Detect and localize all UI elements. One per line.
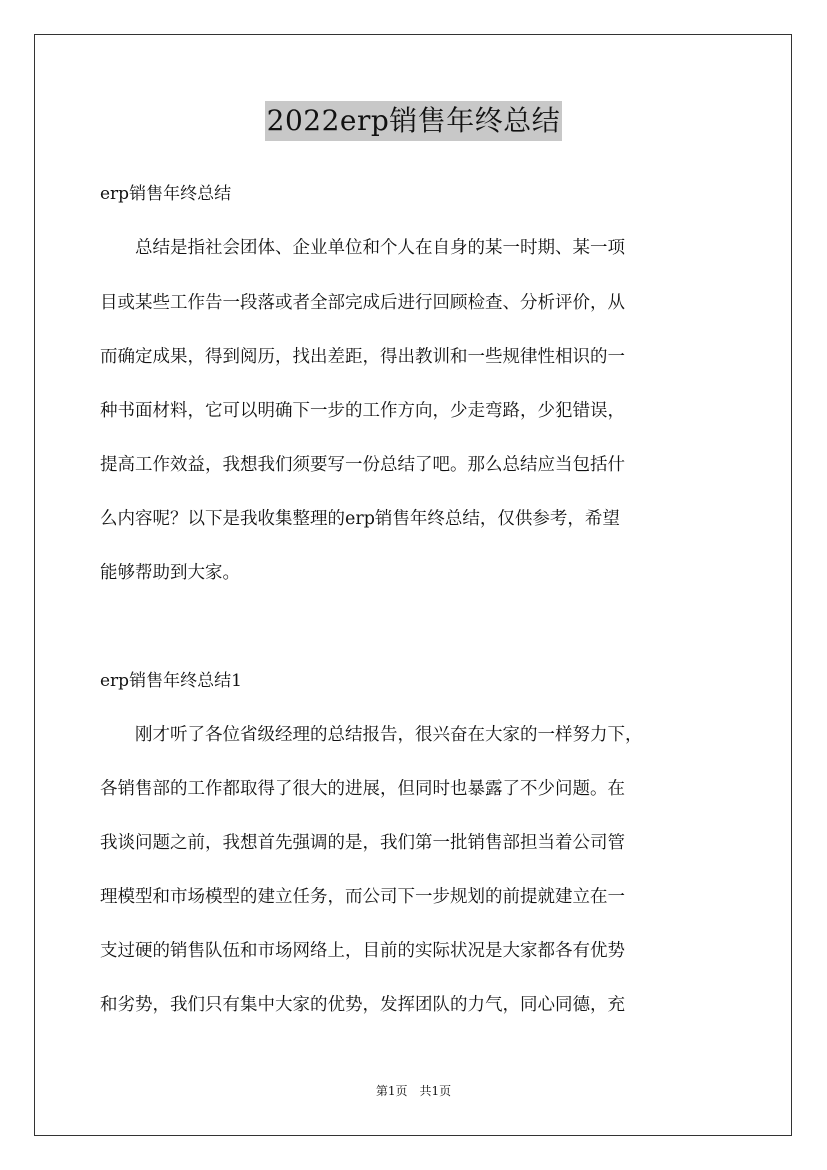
document-title: 2022erp销售年终总结 — [265, 101, 563, 141]
paragraph-line: 和劣势，我们只有集中大家的优势，发挥团队的力气，同心同德，充 — [100, 995, 625, 1015]
paragraph-line: 理模型和市场模型的建立任务，而公司下一步规划的前提就建立在一 — [100, 887, 625, 907]
intro-heading: erp销售年终总结 — [100, 184, 232, 204]
paragraph-line: 提高工作效益，我想我们须要写一份总结了吧。那么总结应当包括什 — [100, 455, 625, 475]
paragraph-line: 刚才听了各位省级经理的总结报告，很兴奋在大家的一样努力下， — [100, 725, 643, 745]
paragraph-line: 各销售部的工作都取得了很大的进展，但同时也暴露了不少问题。在 — [100, 779, 625, 799]
paragraph-line: 而确定成果，得到阅历，找出差距，得出教训和一些规律性相识的一 — [100, 347, 625, 367]
paragraph-line: 能够帮助到大家。 — [100, 563, 240, 583]
paragraph-line: 总结是指社会团体、企业单位和个人在自身的某一时期、某一项 — [100, 238, 625, 258]
title-container — [0, 101, 827, 141]
paragraph-line: 么内容呢？以下是我收集整理的erp销售年终总结，仅供参考，希望 — [100, 509, 620, 529]
page-footer: 第1页 共1页 — [375, 1084, 452, 1098]
paragraph-line: 目或某些工作告一段落或者全部完成后进行回顾检查、分析评价，从 — [100, 293, 625, 313]
paragraph-line: 支过硬的销售队伍和市场网络上，目前的实际状况是大家都各有优势 — [100, 941, 625, 961]
section1-heading: erp销售年终总结1 — [100, 671, 242, 691]
paragraph-line: 种书面材料，它可以明确下一步的工作方向，少走弯路，少犯错误， — [100, 401, 625, 421]
paragraph-line: 我谈问题之前，我想首先强调的是，我们第一批销售部担当着公司管 — [100, 833, 625, 853]
